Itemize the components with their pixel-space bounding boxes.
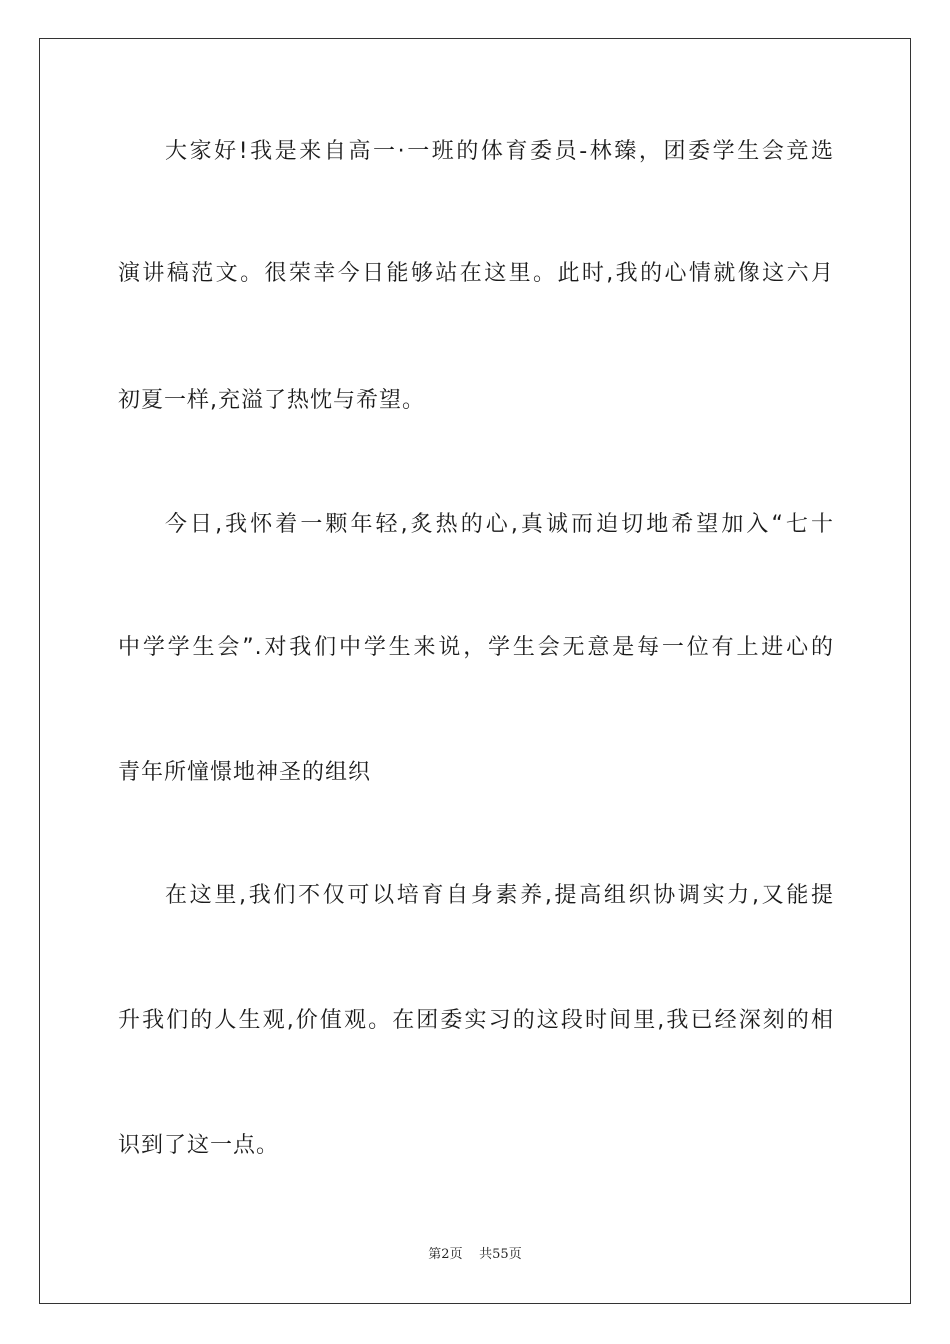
paragraph-1-line-2: 演讲稿范文。很荣幸今日能够站在这里。此时,我的心情就像这六月	[118, 261, 834, 286]
page-number: 2	[441, 1247, 450, 1262]
page-label-suffix: 页	[449, 1247, 463, 1262]
paragraph-2-line-1: 今日,我怀着一颗年轻,炙热的心,真诚而迫切地希望加入“七十	[165, 512, 834, 537]
page-footer	[0, 1246, 950, 1264]
paragraph-1-line-1: 大家好!我是来自高一·一班的体育委员-林臻，团委学生会竞选	[165, 139, 834, 164]
total-pages: 55	[492, 1247, 509, 1262]
page-label-prefix: 第	[428, 1247, 442, 1262]
paragraph-3-line-3: 识到了这一点。	[118, 1133, 280, 1158]
total-label-prefix: 共	[479, 1247, 493, 1262]
paragraph-2-line-3: 青年所憧憬地神圣的组织	[118, 760, 372, 785]
total-label-suffix: 页	[508, 1247, 522, 1262]
page-border	[39, 38, 911, 1304]
paragraph-2-line-2: 中学学生会”.对我们中学生来说，学生会无意是每一位有上进心的	[118, 635, 834, 660]
paragraph-1-line-3: 初夏一样,充溢了热忱与希望。	[118, 388, 425, 413]
paragraph-3-line-1: 在这里,我们不仅可以培育自身素养,提高组织协调实力,又能提	[165, 883, 834, 908]
paragraph-3-line-2: 升我们的人生观,价值观。在团委实习的这段时间里,我已经深刻的相	[118, 1008, 834, 1033]
